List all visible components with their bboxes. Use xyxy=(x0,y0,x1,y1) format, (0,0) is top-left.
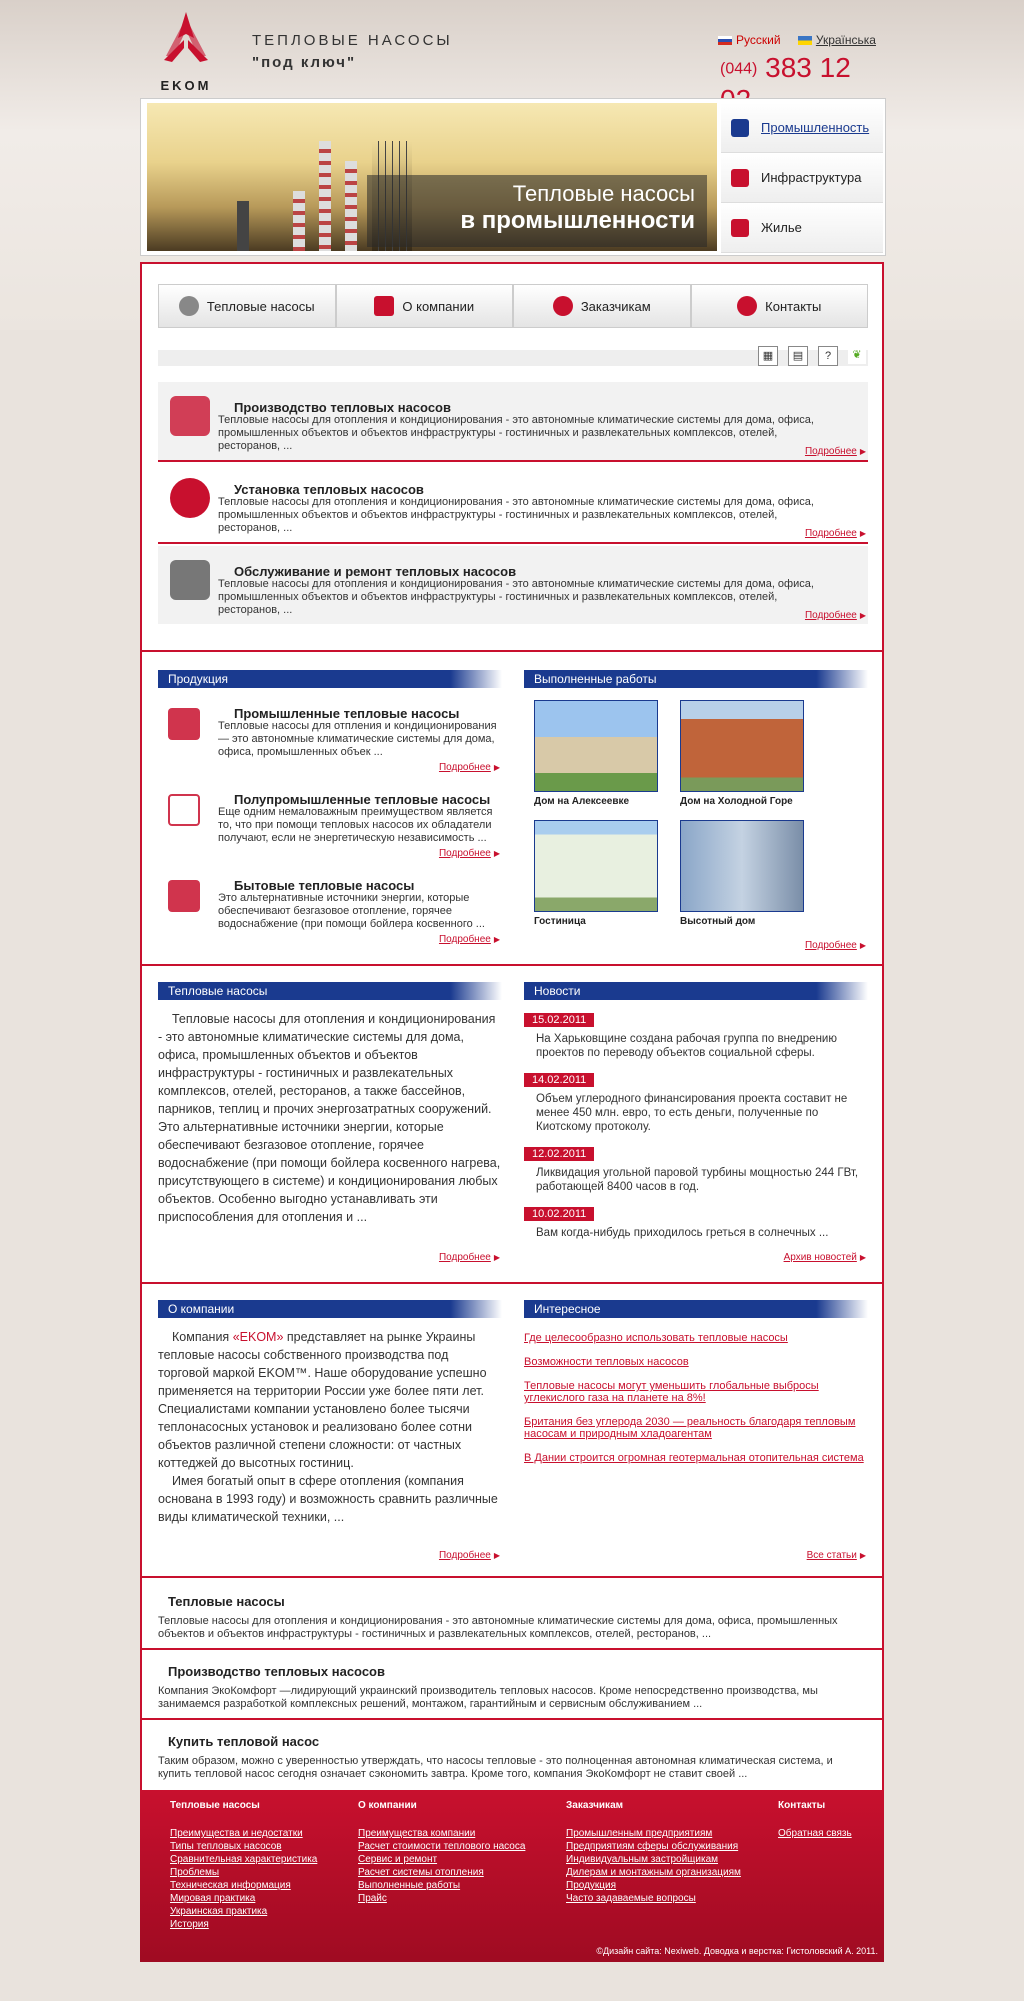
work-item[interactable] xyxy=(534,700,658,807)
service-title[interactable]: Производство тепловых насосов xyxy=(234,400,451,415)
banner-caption xyxy=(367,175,707,247)
slogan-line2: "под ключ" xyxy=(252,54,357,71)
work-caption: Высотный дом xyxy=(680,916,756,927)
footer xyxy=(140,1790,884,1962)
news-date: 14.02.2011 xyxy=(524,1073,594,1087)
tab-label: О компании xyxy=(402,298,475,314)
logo[interactable] xyxy=(146,6,226,92)
product-item xyxy=(158,784,502,866)
toolbar-tools xyxy=(758,346,866,366)
footer-col-customers xyxy=(566,1800,741,1905)
news-text[interactable]: На Харьковщине создана рабочая группа по внедрению проектов по переводу объектов социальной сферы. xyxy=(536,1033,837,1059)
house-icon xyxy=(168,880,200,912)
building-icon xyxy=(731,169,749,187)
article-link[interactable]: Британия без углерода 2030 — реальность благодаря тепловым насосам и природным хладоагентам xyxy=(524,1416,856,1440)
banner-caption-1: Тепловые насосы xyxy=(512,181,695,206)
help-icon[interactable]: ? xyxy=(818,346,838,366)
seo-title: Тепловые насосы xyxy=(168,1594,285,1609)
factory-icon xyxy=(168,708,200,740)
seo-text: Тепловые насосы для отопления и кондиционирования - это автономные климатические системы для дома, офиса, промышленных объектов и объектов инфраструктуры - гостиничных и развлекательных комплексов, отелей, ресторанов, ... xyxy=(158,1615,838,1640)
seo-title: Купить тепловой насос xyxy=(168,1734,320,1749)
company-text-2: Имея богатый опыт в сфере отопления (компания основана в 1993 году) и возможность сравнить различные виды климатической техники, ... xyxy=(158,1474,498,1524)
more-link[interactable]: Подробнее ▶ xyxy=(805,940,866,951)
footer-link[interactable]: Техническая информация xyxy=(170,1880,291,1891)
news-text[interactable]: Объем углеродного финансирования проекта составит не менее 450 млн. евро, то есть деньги, полученные по Киотскому протоколу. xyxy=(536,1093,848,1133)
service-text: Тепловые насосы для отопления и кондиционирования - это автономные климатические системы для дома, офиса, промышленных объектов и объектов инфраструктуры - гостиничных и развлекательных комплексов, отелей, ресторанов, ... xyxy=(218,414,814,452)
seo-block xyxy=(158,1664,868,1711)
banner-image xyxy=(147,103,717,251)
tab-company[interactable] xyxy=(336,284,514,328)
work-item[interactable] xyxy=(680,700,804,807)
work-photo xyxy=(680,820,804,912)
product-item xyxy=(158,870,502,952)
products-block xyxy=(158,670,502,970)
house-icon xyxy=(731,219,749,237)
more-link[interactable]: Подробнее ▶ xyxy=(439,762,500,773)
seo-block xyxy=(158,1734,868,1781)
phone-code: (044) xyxy=(720,60,758,78)
service-title[interactable]: Обслуживание и ремонт тепловых насосов xyxy=(234,564,517,579)
briefcase-icon xyxy=(374,296,394,316)
article-link[interactable]: Возможности тепловых насосов xyxy=(524,1356,689,1368)
news-archive-link[interactable]: Архив новостей ▶ xyxy=(784,1252,866,1263)
news-item xyxy=(524,1010,868,1060)
service-installation xyxy=(158,464,868,544)
leaf-icon[interactable]: ❦ xyxy=(848,346,866,364)
works-header: Выполненные работы xyxy=(524,670,868,688)
heat-pumps-block xyxy=(158,982,502,1272)
grid-building-icon xyxy=(168,794,200,826)
service-maintenance xyxy=(158,546,868,624)
product-text: Еще одним немаловажным преимуществом является то, что при помощи тепловых насосов их обладатели получают, если не энергетическую независимость ... xyxy=(218,806,493,844)
company-header: О компании xyxy=(158,1300,502,1318)
service-production xyxy=(158,382,868,462)
seo-text: Компания ЭкоКомфорт —лидирующий украинский производитель тепловых насосов. Кроме непосредственно производства, мы занимаемся разработкой комплексных решений, монтажом, гарантийным и сервисным обслуживанием ... xyxy=(158,1685,818,1710)
tab-label: Заказчикам xyxy=(580,298,651,314)
heat-pumps-text: Тепловые насосы для отопления и кондиционирования - это автономные климатические системы для дома, офиса, промышленных объектов и объектов инфраструктуры - гостиничных и развлекательных комплексов, отелей, ресторанов, а также бассейнов, парников, теплиц и прочих энергозатратных сооружений. Это альтернативные источники энергии, которые обеспечивают безгазовое отопление, горячее водоснабжение (при помощи бойлера косвенного нагрева, присутствующего в системе) и кондиционирования любых объектов. Особенно выгодно устанавливать эти приспособления для отопления и ... xyxy=(158,1012,501,1224)
footer-col-company xyxy=(358,1800,525,1905)
news-date: 12.02.2011 xyxy=(524,1147,594,1161)
footer-heading: Заказчикам xyxy=(566,1800,624,1811)
heat-pumps-header: Тепловые насосы xyxy=(158,982,502,1000)
footer-link[interactable]: Преимущества компании xyxy=(358,1828,476,1839)
news-item xyxy=(524,1144,868,1194)
product-item xyxy=(158,698,502,780)
work-item[interactable] xyxy=(680,820,804,927)
flag-ru-icon xyxy=(718,36,732,45)
news-date: 15.02.2011 xyxy=(524,1013,594,1027)
work-photo xyxy=(534,700,658,792)
footer-link[interactable]: Предприятиям сферы обслуживания xyxy=(566,1841,739,1852)
service-title[interactable]: Установка тепловых насосов xyxy=(234,482,424,497)
interesting-links xyxy=(524,1332,868,1464)
footer-heading: О компании xyxy=(358,1800,417,1811)
separator xyxy=(142,1718,882,1720)
side-item-label: Инфраструктура xyxy=(761,170,862,185)
news-text[interactable]: Ликвидация угольной паровой турбины мощностью 244 ГВт, работающей 8400 часов в год. xyxy=(536,1167,859,1193)
product-title[interactable]: Промышленные тепловые насосы xyxy=(234,706,460,721)
more-link[interactable]: Подробнее ▶ xyxy=(439,848,500,859)
footer-col-pumps xyxy=(170,1800,317,1931)
people-icon xyxy=(553,296,573,316)
footer-link[interactable]: Прайс xyxy=(358,1893,387,1904)
more-link[interactable]: Подробнее ▶ xyxy=(805,528,866,539)
footer-link[interactable]: Проблемы xyxy=(170,1867,220,1878)
chimney-1 xyxy=(319,141,331,251)
separator xyxy=(142,1576,882,1578)
side-item-industry[interactable] xyxy=(721,103,883,153)
news-text[interactable]: Вам когда-нибудь приходилось греться в солнечных ... xyxy=(536,1227,829,1239)
article-link[interactable]: В Дании строится огромная геотермальная отопительная система xyxy=(524,1452,864,1464)
banner-caption-2: в промышленности xyxy=(460,207,695,234)
flag-ua-icon xyxy=(798,36,812,45)
banner xyxy=(140,98,886,256)
work-photo xyxy=(680,700,804,792)
lang-ua[interactable] xyxy=(798,33,876,47)
footer-link[interactable]: Дилерам и монтажным организациям xyxy=(566,1867,741,1878)
language-switcher xyxy=(718,33,876,47)
footer-heading: Тепловые насосы xyxy=(170,1800,260,1811)
phone-number: 383 12 xyxy=(765,52,851,83)
news-date: 10.02.2011 xyxy=(524,1207,594,1221)
separator xyxy=(142,1282,882,1284)
phone-icon xyxy=(737,296,757,316)
side-nav xyxy=(721,103,883,253)
company-block xyxy=(158,1300,502,1590)
interesting-header: Интересное xyxy=(524,1300,868,1318)
footer-link[interactable]: Мировая практика xyxy=(170,1893,256,1904)
article-link[interactable]: Тепловые насосы могут уменьшить глобальные выбросы углекислого газа на планете на 8%! xyxy=(524,1380,819,1404)
footer-col-contacts xyxy=(778,1800,852,1840)
product-title[interactable]: Полупромышленные тепловые насосы xyxy=(234,792,491,807)
separator xyxy=(142,650,882,652)
side-item-infrastructure[interactable] xyxy=(721,153,883,203)
more-link[interactable]: Подробнее ▶ xyxy=(805,610,866,621)
footer-link[interactable]: Сравнительная характеристика xyxy=(170,1854,318,1865)
footer-link[interactable]: Индивидуальным застройщикам xyxy=(566,1854,719,1865)
more-link[interactable]: Подробнее ▶ xyxy=(439,1252,500,1263)
work-caption: Дом на Алексеевке xyxy=(534,796,630,807)
footer-link[interactable]: Продукция xyxy=(566,1880,617,1891)
tab-label: Контакты xyxy=(765,298,822,314)
footer-link[interactable]: Типы тепловых насосов xyxy=(170,1841,282,1852)
product-text: Тепловые насосы для отпления и кондиционирования — это автономные климатические системы для дома, офиса, промышленных объек ... xyxy=(218,720,497,758)
pump-icon xyxy=(179,296,199,316)
more-link[interactable]: Подробнее ▶ xyxy=(805,446,866,457)
worker-icon xyxy=(170,478,210,518)
tab-contacts[interactable] xyxy=(691,284,869,328)
footer-link[interactable]: Преимущества и недостатки xyxy=(170,1828,303,1839)
logo-text: EKOM xyxy=(160,78,212,93)
separator xyxy=(142,964,882,966)
company-brand-link[interactable]: «EKOM» xyxy=(232,1330,284,1344)
chimney-2 xyxy=(345,161,357,251)
seo-text: Таким образом, можно с уверенностью утверждать, что насосы тепловые - это полноценная автономная климатическая система, и купить тепловой насос сегодня означает сэкономить завтра. Кроме того, компания ЭкоКомфорт не ставит своей ... xyxy=(158,1755,833,1780)
catalog-icon[interactable]: ▤ xyxy=(788,346,808,366)
products-header: Продукция xyxy=(158,670,502,688)
news-item xyxy=(524,1070,868,1134)
top-tabs xyxy=(158,284,868,328)
slogan-line1: ТЕПЛОВЫЕ НАСОСЫ xyxy=(252,32,453,49)
footer-link[interactable]: Сервис и ремонт xyxy=(358,1854,438,1865)
work-caption: Дом на Холодной Горе xyxy=(680,796,793,807)
side-item-label: Жилье xyxy=(761,220,802,235)
lang-ua-label: Українська xyxy=(815,33,876,47)
seo-title: Производство тепловых насосов xyxy=(168,1664,385,1679)
footer-link[interactable]: Расчет стоимости теплового насоса xyxy=(358,1841,526,1852)
footer-link[interactable]: Расчет системы отопления xyxy=(358,1867,484,1878)
separator xyxy=(142,1648,882,1650)
footer-link[interactable]: Обратная связь xyxy=(778,1828,852,1839)
logo-icon xyxy=(154,8,218,66)
more-link[interactable]: Подробнее ▶ xyxy=(439,1550,500,1561)
tab-heat-pumps[interactable] xyxy=(158,284,336,328)
article-link[interactable]: Где целесообразно использовать тепловые насосы xyxy=(524,1332,788,1344)
company-text-post: представляет на рынке Украины тепловые насосы собственного производства под торговой маркой EKOM™. Наше оборудование успешно применяется на территории России уже более пяти лет. Специалистами компании установлено более тысячи теплонасосных установок и реализовано более сотни объектов различной степени сложности: от частных коттеджей до высотных гостиниц. xyxy=(158,1330,487,1470)
seo-block xyxy=(158,1594,868,1641)
tab-customers[interactable] xyxy=(513,284,691,328)
lang-ru-label: Русский xyxy=(736,33,781,47)
tools-icon xyxy=(170,560,210,600)
works-block xyxy=(524,670,868,970)
side-item-housing[interactable] xyxy=(721,203,883,253)
main-content xyxy=(140,262,884,1962)
factory-icon xyxy=(731,119,749,137)
work-caption: Гостиница xyxy=(534,916,586,927)
more-link[interactable]: Подробнее ▶ xyxy=(439,934,500,945)
footer-link[interactable]: Промышленным предприятиям xyxy=(566,1828,713,1839)
footer-link[interactable]: История xyxy=(170,1919,209,1930)
calculator-icon[interactable]: ▦ xyxy=(758,346,778,366)
footer-link[interactable]: Выполненные работы xyxy=(358,1880,461,1891)
factory-icon xyxy=(170,396,210,436)
chimney-3 xyxy=(293,191,305,251)
all-articles-link[interactable]: Все статьи ▶ xyxy=(807,1550,866,1561)
company-text-1 xyxy=(158,1328,502,1472)
company-text-pre: Компания xyxy=(172,1330,233,1344)
lang-ru[interactable] xyxy=(718,33,781,47)
footer-heading: Контакты xyxy=(778,1800,826,1811)
footer-link[interactable]: Украинская практика xyxy=(170,1906,268,1917)
service-text: Тепловые насосы для отопления и кондиционирования - это автономные климатические системы для дома, офиса, промышленных объектов и объектов инфраструктуры - гостиничных и развлекательных комплексов, отелей, ресторанов, ... xyxy=(218,496,814,534)
chimney-4 xyxy=(237,201,249,251)
tab-label: Тепловые насосы xyxy=(206,298,315,314)
news-item xyxy=(524,1204,868,1240)
credits: ©Дизайн сайта: Nexiweb. Доводка и верстка: Гистоловский А. 2011. xyxy=(596,1946,878,1956)
footer-link[interactable]: Часто задаваемые вопросы xyxy=(566,1893,696,1904)
work-item[interactable] xyxy=(534,820,658,927)
news-block xyxy=(524,982,868,1272)
work-photo xyxy=(534,820,658,912)
interesting-block xyxy=(524,1300,868,1590)
side-item-label: Промышленность xyxy=(761,120,870,135)
news-header: Новости xyxy=(524,982,868,1000)
service-text: Тепловые насосы для отопления и кондиционирования - это автономные климатические системы для дома, офиса, промышленных объектов и объектов инфраструктуры - гостиничных и развлекательных комплексов, отелей, ресторанов, ... xyxy=(218,578,814,616)
product-title[interactable]: Бытовые тепловые насосы xyxy=(234,878,415,893)
product-text: Это альтернативные источники энергии, которые обеспечивают безгазовое отопление, горячее водоснабжение (при помощи бойлера косвенного ... xyxy=(218,892,485,930)
news-list xyxy=(524,1010,868,1240)
